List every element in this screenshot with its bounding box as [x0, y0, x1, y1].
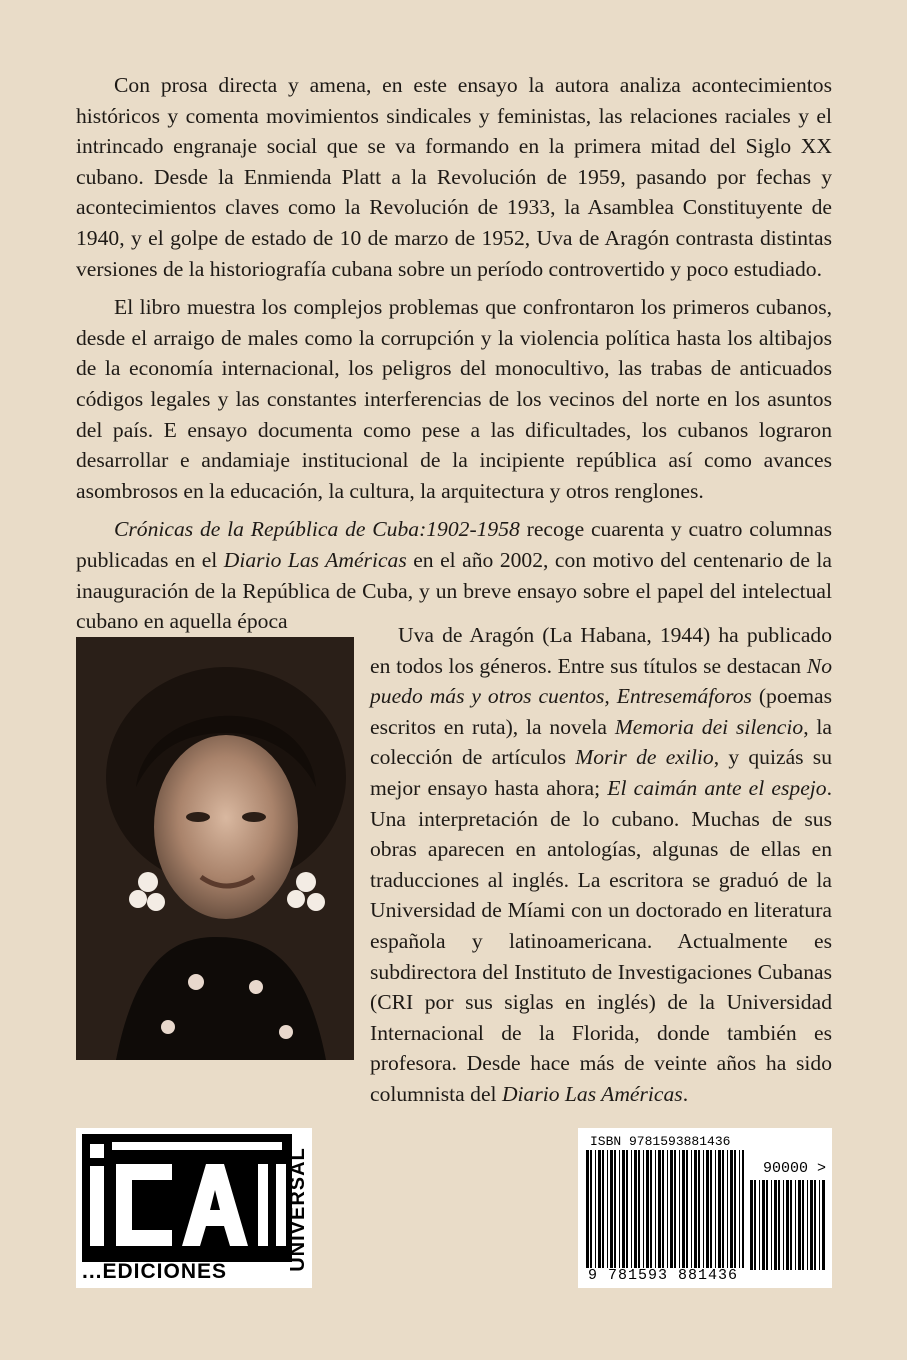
- book-title: Crónicas de la República de Cuba:1902-1958: [114, 517, 520, 542]
- author-bio: [370, 620, 832, 1110]
- bio-text-2: (poemas escritos en ruta), la novela: [370, 684, 832, 739]
- bio-text-4: , y quizás su mejor ensayo hasta ahora;: [370, 745, 833, 800]
- logo-ediciones-text: ...EDICIONES: [82, 1260, 228, 1283]
- logo-universal-wrap: [286, 1134, 310, 1284]
- bio-text-5: . Una interpretación de lo cubano. Muchas de sus obras aparecen en antologías, algunas de ellas en traducciones al inglés. La escritora se graduó de la Universidad de Míami con un doctorado en literatura española y latinoamericana. Actualmente es subdirectora del Instituto de Investigaciones Cubanas (CRI por sus siglas en inglés) de la Universidad Internacional de la Florida, donde también es profesora. Desde hace más de veinte años ha sido columnista del: [370, 775, 832, 1106]
- author-photo: [76, 637, 354, 1060]
- bio-title-3: Morir de exilio: [575, 745, 714, 770]
- bio-title-4: El caimán ante el espejo: [607, 775, 827, 800]
- author-portrait-illustration: [76, 637, 354, 1060]
- barcode: [578, 1128, 832, 1288]
- publisher-logo: [76, 1128, 312, 1288]
- bio-title-2: Memoria dei silencio: [614, 714, 804, 739]
- bio-text-6: .: [682, 1081, 689, 1106]
- blurb-paragraph-1: Con prosa directa y amena, en este ensayo la autora analiza acontecimientos históricos y comenta movimientos sindicales y feministas, las relaciones raciales y el intrincado engranaje social que se va formando en la primera mitad del Siglo XX cubano. Desde la Enmienda Platt a la Revolución de 1959, pasando por fechas y acontecimientos claves como la Revolución de 1933, la Asamblea Constituyente de 1940, y el golpe de estado de 10 de marzo de 1952, Uva de Aragón contrasta distintas versiones de la historiografía cubana sobre un período controvertido y poco estudiado.: [76, 73, 832, 281]
- logo-universal-text: UNIVERSAL: [286, 1146, 309, 1272]
- bio-paragraph: [370, 620, 832, 1110]
- isbn-number: 9 781593 881436: [588, 1267, 739, 1284]
- back-cover-blurb: [76, 70, 832, 643]
- publisher-logo-graphic: [82, 1134, 292, 1262]
- bio-text-3: , la colección de artículos: [370, 714, 832, 770]
- blurb-paragraph-3: [76, 514, 832, 636]
- price-code: 90000 >: [762, 1160, 826, 1177]
- ean-barcode-bars: [586, 1150, 744, 1268]
- blurb-paragraph-2: El libro muestra los complejos problemas que confrontaron los primeros cubanos, desde el arraigo de males como la corrupción y la violencia política hasta los altibajos de la economía internacional, los peligros del monocultivo, las trabas de anticuados códigos legales y las constantes interferencias de los vecinos del norte en los asuntos del país. E ensayo documenta como pese a las dificultades, los cubanos lograron desarrollar e andamiaje institucional de la incipiente república así como avances asombrosos en la educación, la cultura, la arquitectura y otros renglones.: [76, 295, 832, 503]
- addon-barcode-bars: [750, 1180, 826, 1270]
- isbn-label: ISBN 9781593881436: [590, 1134, 731, 1149]
- bio-text-1: Uva de Aragón (La Habana, 1944) ha publicado en todos los géneros. Entre sus títulos se destacan: [370, 623, 832, 678]
- bio-title-1: No puedo más y otros cuentos, Entresemáforos: [370, 653, 832, 709]
- blurb-p3-text-b: en el año 2002, con motivo del centenario de la inauguración de la República de Cuba, y un breve ensayo sobre el papel del intelectual cubano en aquella época: [76, 547, 832, 634]
- bio-title-5: Diario Las Américas: [501, 1081, 683, 1106]
- newspaper-title: Diario Las Américas: [223, 547, 407, 572]
- blurb-p3-text-a: recoge cuarenta y cuatro columnas publicadas en el: [76, 517, 832, 572]
